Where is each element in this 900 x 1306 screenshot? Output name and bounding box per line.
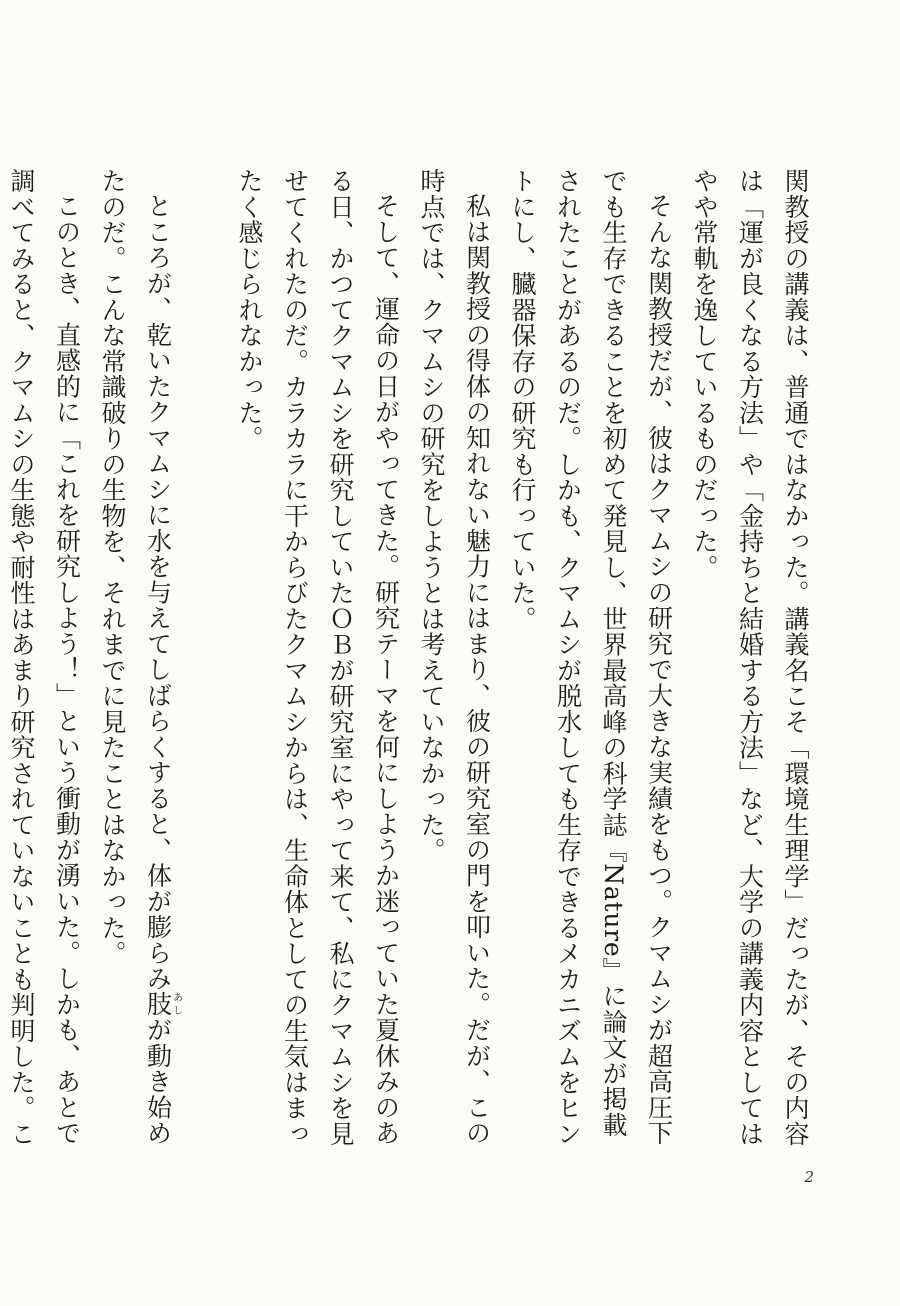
paragraph-4: そして、運命の日がやってきた。研究テーマを何にしようか迷っていた夏休みのある日、かつてクマムシを研究していたＯＢが研究室にやって来て、私にクマムシを見せてくれたのだ。カラカラに干からびたクマムシからは、生命体としての生気はまったく感じられなかった。 [235,168,401,1147]
ruby-annotation: 肢あし [143,991,182,1017]
paragraph-3: 私は関教授の得体の知れない魅力にはまり、彼の研究室の門を叩いた。だが、この時点では、クマムシの研究をしようとは考えていなかった。 [417,168,492,1146]
paragraph-6: このとき、直感的に「これを研究しよう！」という衝動が湧いた。しかも、あとで調べてみると、クマムシの生態や耐性はあまり研究されていないことも判明した。こ [7,168,82,1147]
paragraph-1: 関教授の講義は、普通ではなかった。講義名こそ「環境生理学」だったが、その内容は「運が良くなる方法」や「金持ちと結婚する方法」など、大学の講義内容としてはやや常軌を逸しているものだった。 [690,168,810,1147]
paragraph-5: ところが、乾いたクマムシに水を与えてしばらくすると、体が膨らみ肢あしが動き始めたのだ。こんな常識破りの生物を、それまでに見たことはなかった。 [98,168,182,1146]
ruby-reading: あし [170,991,182,1017]
page-number: 2 [804,1168,814,1186]
paragraph-2: そんな関教授だが、彼はクマムシの研究で大きな実績をもつ。クマムシが超高圧下でも生存できることを初めて発見し、世界最高峰の科学誌『Nature』に論文が掲載されたことがあるのだ。しかも、クマムシが脱水しても生存できるメカニズムをヒントにし、臓器保存の研究も行っていた。 [508,168,674,1147]
vertical-text-body [7,168,818,1158]
